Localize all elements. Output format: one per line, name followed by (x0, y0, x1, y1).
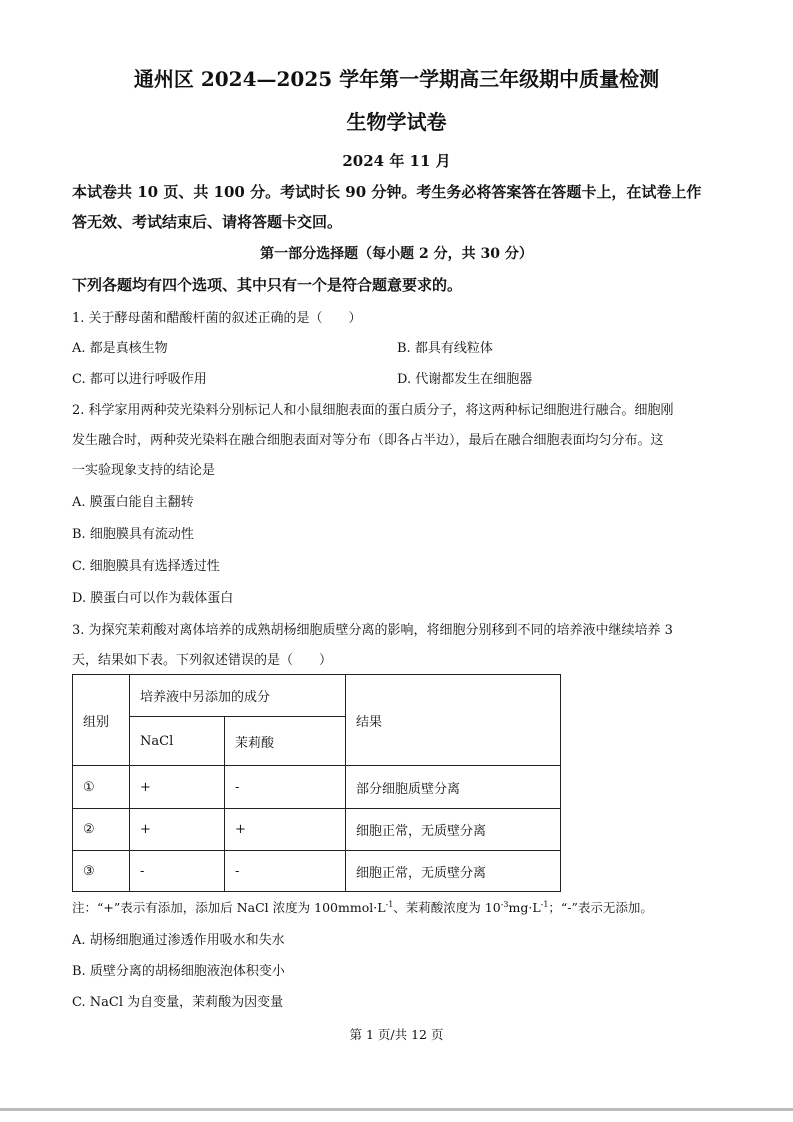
table-row (73, 809, 561, 851)
q3-option-a: A. 胡杨细胞通过渗透作用吸水和失水 (72, 933, 285, 948)
note-text: ；“-”表示无添加。 (548, 900, 653, 915)
cell-result: 细胞正常，无质壁分离 (346, 851, 561, 892)
q2-option-d: D. 膜蛋白可以作为载体蛋白 (72, 591, 234, 606)
instruction: 下列各题均有四个选项、其中只有一个是符合题意要求的。 (72, 276, 463, 294)
exam-title: 通州区 2024—2025 学年第一学期高三年级期中质量检测 (133, 67, 660, 91)
q2-stem: 一实验现象支持的结论是 (72, 463, 216, 478)
cell-ja: - (225, 766, 346, 809)
note-text: 注：“+”表示有添加，添加后 NaCl 浓度为 100mmol·L (72, 900, 386, 915)
q2-option-a: A. 膜蛋白能自主翻转 (72, 495, 194, 510)
q1-stem: 1. 关于酵母菌和醋酸杆菌的叙述正确的是（ ） (72, 311, 362, 326)
section-heading: 第一部分选择题（每小题 2 分，共 30 分） (260, 246, 533, 262)
q1-option-c: C. 都可以进行呼吸作用 (72, 372, 207, 387)
q1-option-d: D. 代谢都发生在细胞器 (397, 372, 533, 387)
header-nacl: NaCl (130, 717, 225, 766)
q2-stem: 发生融合时，两种荧光染料在融合细胞表面对等分布（即各占半边），最后在融合细胞表面均匀分布。这 (72, 433, 664, 448)
q3-stem: 3. 为探究茉莉酸对离体培养的成熟胡杨细胞质壁分离的影响，将细胞分别移到不同的培养液中继续培养 3 (72, 623, 673, 638)
intro-line: 本试卷共 10 页、共 100 分。考试时长 90 分钟。考生务必将答案答在答题卡上，在试卷上作 (72, 183, 702, 201)
page-bottom-divider (0, 1108, 793, 1111)
header-group: 组别 (73, 675, 130, 766)
cell-ja: - (225, 851, 346, 892)
cell-nacl: - (130, 851, 225, 892)
page-footer: 第 1 页/共 12 页 (349, 1027, 444, 1042)
header-result: 结果 (346, 675, 561, 766)
table-row (73, 851, 561, 892)
cell-nacl: + (130, 809, 225, 851)
table-note (72, 898, 653, 916)
q3-option-c: C. NaCl 为自变量，茉莉酸为因变量 (72, 995, 284, 1010)
header-ja: 茉莉酸 (225, 717, 346, 766)
note-text: mg·L (508, 900, 541, 915)
intro-line: 答无效、考试结束后、请将答题卡交回。 (72, 213, 343, 231)
cell-nacl: + (130, 766, 225, 809)
cell-ja: + (225, 809, 346, 851)
q2-option-b: B. 细胞膜具有流动性 (72, 527, 194, 542)
q3-stem: 天，结果如下表。下列叙述错误的是（ ） (72, 653, 333, 668)
exam-date: 2024 年 11 月 (342, 152, 451, 170)
header-added: 培养液中另添加的成分 (130, 675, 346, 717)
cell-result: 部分细胞质壁分离 (346, 766, 561, 809)
cell-group: ② (73, 809, 130, 851)
table-row (73, 766, 561, 809)
note-sup: -3 (500, 899, 509, 909)
cell-group: ① (73, 766, 130, 809)
q3-option-b: B. 质壁分离的胡杨细胞液泡体积变小 (72, 964, 285, 979)
q1-option-b: B. 都具有线粒体 (397, 341, 493, 356)
cell-group: ③ (73, 851, 130, 892)
q2-stem: 2. 科学家用两种荧光染料分别标记人和小鼠细胞表面的蛋白质分子，将这两种标记细胞进行融合。细胞刚 (72, 403, 674, 418)
exam-subtitle: 生物学试卷 (346, 110, 447, 134)
q3-table (72, 674, 561, 892)
note-sup: -1 (385, 899, 394, 909)
note-text: 、茉莉酸浓度为 10 (393, 900, 501, 915)
note-sup: -1 (540, 899, 549, 909)
q1-option-a: A. 都是真核生物 (72, 341, 168, 356)
q2-option-c: C. 细胞膜具有选择透过性 (72, 559, 220, 574)
cell-result: 细胞正常，无质壁分离 (346, 809, 561, 851)
